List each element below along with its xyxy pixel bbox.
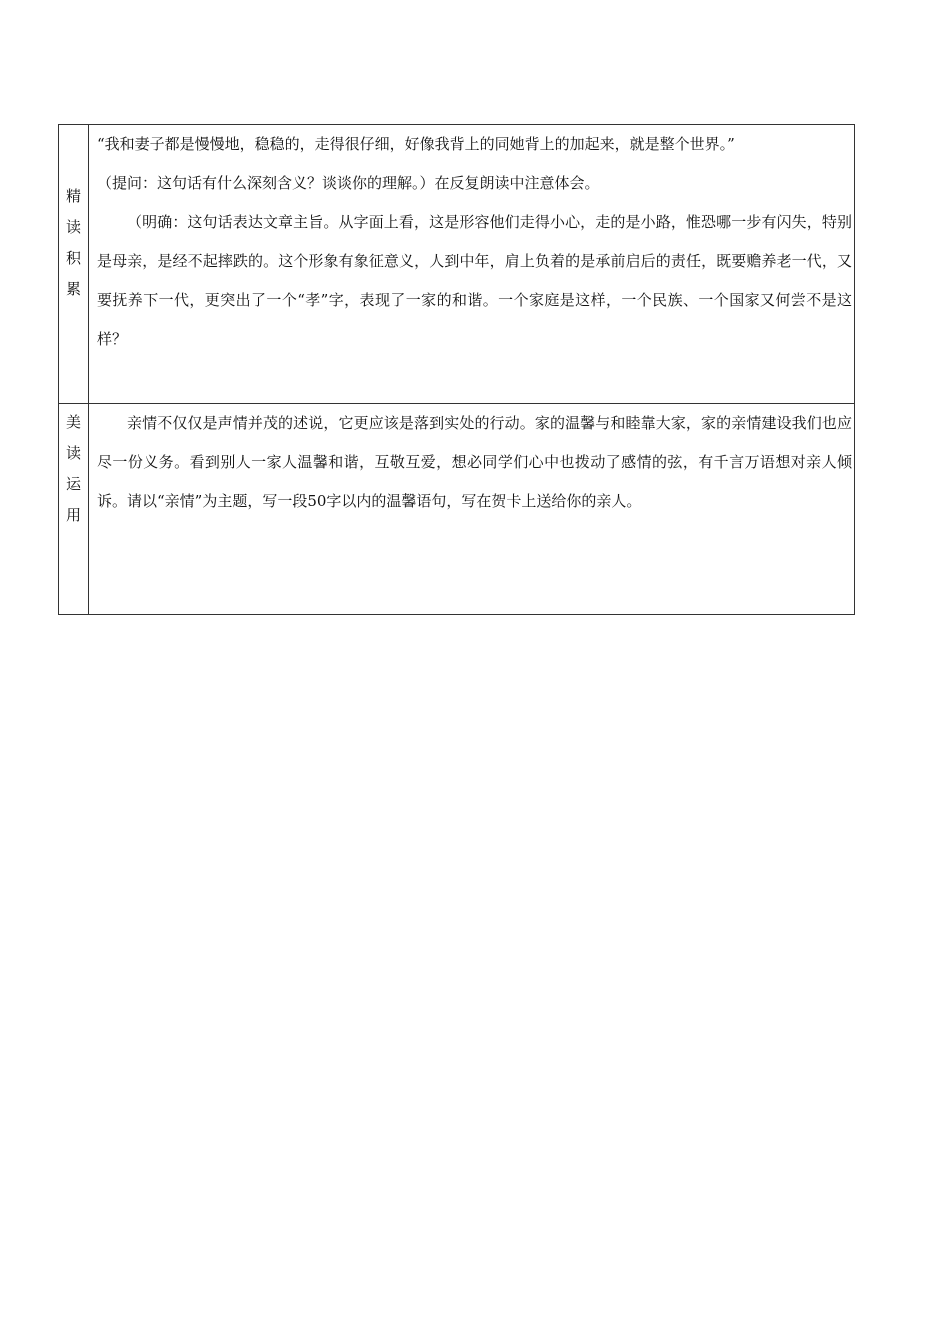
- section-label-char: 用: [65, 506, 81, 524]
- section-row-intensive-reading: [59, 125, 855, 404]
- section-label-char: 积: [65, 249, 81, 267]
- writing-task-paragraph: 亲情不仅仅是声情并茂的述说，它更应该是落到实处的行动。家的温馨与和睦靠大家，家的亲情建设我们也应尽一份义务。看到别人一家人温馨和谐，互敬互爱，想必同学们心中也拨动了感情的弦，有千言万语想对亲人倾诉。请以“亲情”为主题，写一段50字以内的温馨语句，写在贺卡上送给你的亲人。: [97, 414, 852, 510]
- section-label: [59, 404, 88, 531]
- section-label-char: 精: [65, 187, 81, 205]
- section-row-appreciative-reading: [59, 404, 855, 615]
- section-label-char: 运: [65, 475, 81, 493]
- section-content-cell: [89, 125, 855, 404]
- section-label-char: 读: [65, 218, 81, 236]
- section-label-char: 读: [65, 444, 81, 462]
- question-paragraph: （提问：这句话有什么深刻含义？谈谈你的理解。）在反复朗读中注意体会。: [97, 174, 600, 192]
- section-content-cell: [89, 404, 855, 615]
- section-label-char: 美: [65, 413, 81, 431]
- quote-paragraph: “我和妻子都是慢慢地，稳稳的，走得很仔细，好像我背上的同她背上的加起来，就是整个世界。”: [97, 135, 735, 153]
- answer-paragraph: （明确：这句话表达文章主旨。从字面上看，这是形容他们走得小心，走的是小路，惟恐哪一步有闪失，特别是母亲，是经不起摔跌的。这个形象有象征意义，人到中年，肩上负着的是承前启后的责任，既要赡养老一代，又要抚养下一代，更突出了一个“孝”字，表现了一家的和谐。一个家庭是这样，一个民族、一个国家又何尝不是这样？: [97, 213, 852, 348]
- section-label: [59, 125, 88, 305]
- section-label-cell: [59, 125, 89, 404]
- lesson-table: [58, 124, 855, 615]
- section-label-char: 累: [65, 280, 81, 298]
- section-label-cell: [59, 404, 89, 615]
